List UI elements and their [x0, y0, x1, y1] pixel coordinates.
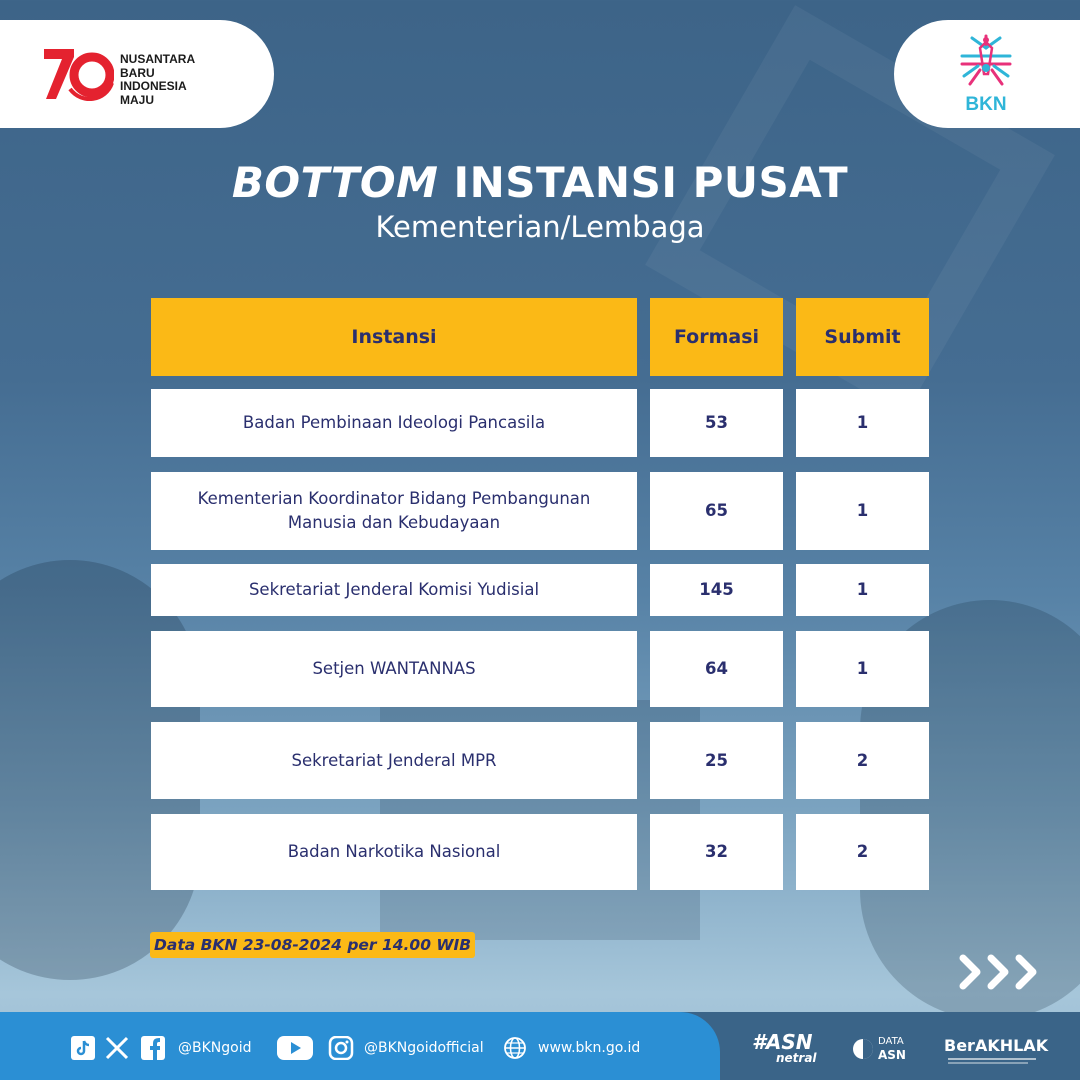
anniversary-logo-badge: [0, 20, 274, 128]
page-title-rest: INSTANSI PUSAT: [438, 158, 849, 207]
table-cell-formasi: 64: [650, 631, 783, 707]
table-cell-formasi: 32: [650, 814, 783, 890]
table-cell-submit: 1: [796, 564, 929, 616]
column-header-formasi: Formasi: [650, 298, 783, 376]
anniversary-line: BARU: [120, 65, 155, 80]
table-cell-formasi: 25: [650, 722, 783, 799]
table-cell-instansi: Kementerian Koordinator Bidang Pembangunan Manusia dan Kebudayaan: [151, 472, 637, 550]
table-cell-submit: 1: [796, 472, 929, 550]
column-header-submit: Submit: [796, 298, 929, 376]
instagram-icon[interactable]: [328, 1036, 354, 1060]
table-cell-submit: 2: [796, 722, 929, 799]
asn-netral-bottom: netral: [776, 1051, 817, 1065]
data-asn-bottom: ASN: [878, 1048, 906, 1062]
berakhlak-tagline-line: [948, 1058, 1036, 1060]
table-cell-instansi: Sekretariat Jenderal Komisi Yudisial: [151, 564, 637, 616]
bkn-emblem-icon: [958, 34, 1014, 90]
x-twitter-icon[interactable]: [104, 1036, 130, 1060]
table-cell-instansi: Badan Pembinaan Ideologi Pancasila: [151, 389, 637, 457]
globe-icon: [502, 1036, 528, 1060]
bkn-logo-badge: [894, 20, 1080, 128]
table-cell-instansi: Badan Narkotika Nasional: [151, 814, 637, 890]
page-subtitle: Kementerian/Lembaga: [375, 210, 705, 244]
table-cell-formasi: 53: [650, 389, 783, 457]
table-cell-submit: 2: [796, 814, 929, 890]
table-cell-submit: 1: [796, 631, 929, 707]
data-asn-top: DATA: [878, 1036, 904, 1047]
berakhlak-logo: BerAKHLAK: [944, 1036, 1049, 1055]
bkn-logo-text: BKN: [965, 94, 1007, 115]
anniversary-line: INDONESIA: [120, 79, 187, 93]
table-cell-formasi: 65: [650, 472, 783, 550]
facebook-icon[interactable]: [140, 1036, 166, 1060]
table-cell-instansi: Sekretariat Jenderal MPR: [151, 722, 637, 799]
table-cell-submit: 1: [796, 389, 929, 457]
data-asn-icon: [852, 1038, 874, 1060]
anniversary-70-logo: [40, 43, 114, 105]
asn-netral-logo: [752, 1032, 813, 1052]
anniversary-line: NUSANTARA: [120, 52, 196, 66]
anniversary-theme-text: [120, 53, 195, 107]
data-source-note: Data BKN 23-08-2024 per 14.00 WIB: [150, 932, 475, 958]
anniversary-line: MAJU: [120, 92, 155, 107]
table-cell-instansi: Setjen WANTANNAS: [151, 631, 637, 707]
youtube-icon[interactable]: [277, 1036, 313, 1060]
next-arrows-icon[interactable]: [958, 953, 1042, 991]
social-handle-bkngoid[interactable]: @BKNgoid: [178, 1040, 252, 1056]
asn-netral-top: #ASN: [752, 1030, 813, 1054]
page-title: [0, 158, 1080, 207]
column-header-instansi: Instansi: [151, 298, 637, 376]
table-cell-formasi: 145: [650, 564, 783, 616]
website-link[interactable]: www.bkn.go.id: [538, 1040, 641, 1056]
page-title-italic: BOTTOM: [231, 158, 439, 207]
berakhlak-tagline-line: [948, 1062, 1028, 1064]
tiktok-icon[interactable]: [70, 1036, 96, 1060]
social-handle-bkngoidofficial[interactable]: @BKNgoidofficial: [364, 1040, 484, 1056]
